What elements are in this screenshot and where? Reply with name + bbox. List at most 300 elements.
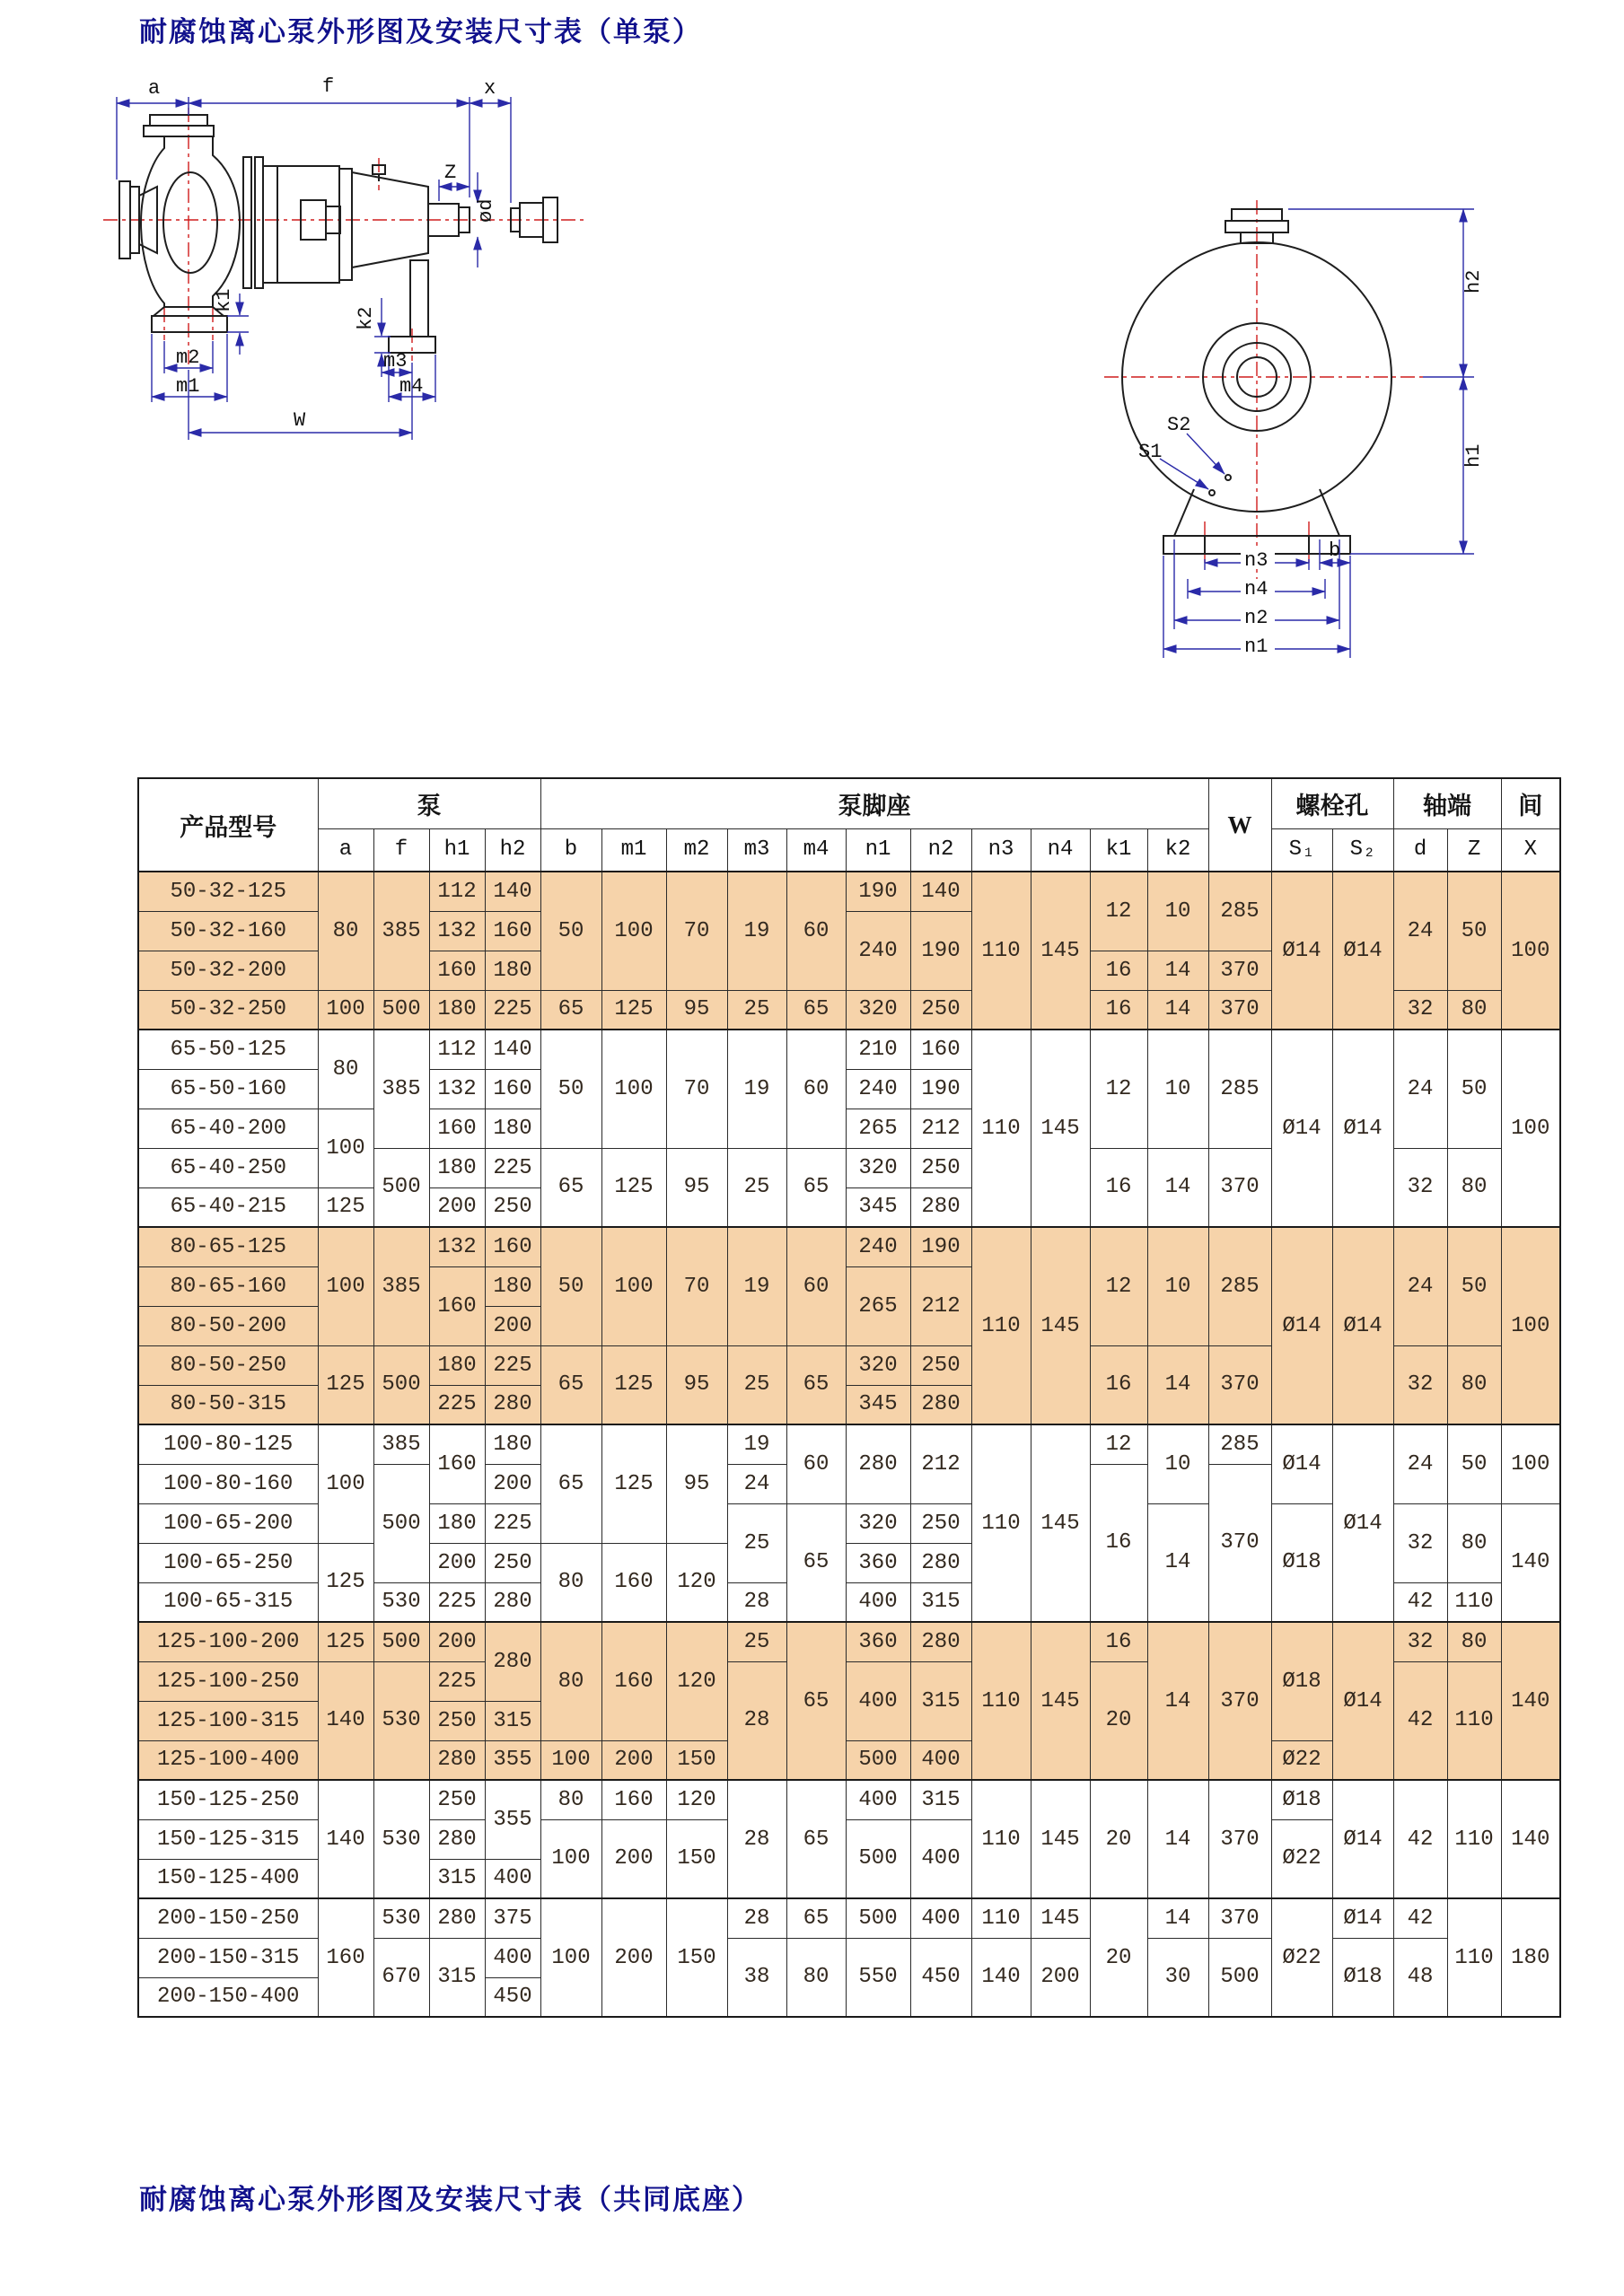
side-view-svg [85,72,678,485]
model-cell: 100-80-125 [138,1424,318,1464]
dim-cell: 38 [727,1938,786,2017]
dim-cell: 132 [429,1227,485,1266]
dim-cell: 160 [429,1266,485,1345]
dim-cell: 370 [1208,990,1271,1030]
dim-cell: 190 [846,872,910,911]
dim-cell: 100 [318,990,373,1030]
dim-cell: 12 [1090,1030,1147,1148]
dim-cell: 250 [910,1503,971,1543]
dim-cell: 50 [540,1030,601,1148]
dim-cell: 670 [373,1938,429,2017]
dim-cell: 110 [971,872,1031,1030]
table-row [138,872,1560,911]
dim-label-k1: k1 [213,288,235,312]
dim-cell: 400 [846,1582,910,1622]
dim-cell: 80 [318,1030,373,1109]
dim-cell: 80 [1447,1345,1501,1424]
dim-cell: 110 [971,1424,1031,1622]
dim-cell: 65 [540,990,601,1030]
dim-cell: 280 [910,1543,971,1582]
dim-cell: 210 [846,1030,910,1069]
dim-cell: 80 [540,1622,601,1740]
dim-cell: 265 [846,1109,910,1148]
dim-label-m4: m4 [399,375,424,398]
dim-cell: Ø14 [1271,872,1332,1030]
page-title: 耐腐蚀离心泵外形图及安装尺寸表（单泵） [139,16,702,48]
dim-cell: 110 [971,1622,1031,1780]
dim-cell: 225 [429,1661,485,1701]
front-dimension-lines [1160,209,1474,658]
dim-cell: 12 [1090,872,1147,951]
model-cell: 50-32-160 [138,911,318,951]
dim-cell: 400 [910,1898,971,1938]
dim-cell: 240 [846,1227,910,1266]
dim-cell: 140 [318,1661,373,1780]
dim-cell: 280 [429,1819,485,1859]
dim-cell: 280 [485,1385,540,1424]
dim-cell: 370 [1208,951,1271,990]
dim-cell: 320 [846,1345,910,1385]
dim-cell: 28 [727,1898,786,1938]
dim-cell: 240 [846,911,910,990]
dim-cell: 50 [1447,1030,1501,1148]
header-sub: n4 [1031,828,1090,872]
dim-cell: 315 [910,1661,971,1740]
pump-body-outline [119,115,557,353]
dim-label-s1: S1 [1138,441,1163,463]
dim-cell: 150 [666,1819,727,1898]
pump-side-view-drawing [85,72,678,489]
dim-cell: 280 [485,1582,540,1622]
dim-cell: 42 [1393,1780,1447,1898]
dim-cell: 60 [786,1030,846,1148]
table-row [138,1780,1560,1819]
front-centerlines [1104,200,1423,579]
dim-cell: 95 [666,1345,727,1424]
dim-cell: 225 [485,1503,540,1543]
dim-cell: 190 [910,911,971,990]
dim-label-f: f [322,75,335,98]
dim-cell: 370 [1208,1622,1271,1780]
header-sub: a [318,828,373,872]
dim-cell: 32 [1393,1622,1447,1661]
dim-cell: 125 [601,1424,666,1543]
dim-cell: 500 [373,990,429,1030]
model-cell: 200-150-400 [138,1977,318,2017]
dim-cell: 100 [1501,1227,1560,1424]
dim-cell: 125 [318,1543,373,1622]
dim-cell: 110 [1447,1898,1501,2017]
dim-cell: 320 [846,1148,910,1187]
header-sub: h1 [429,828,485,872]
dim-cell: 385 [373,1227,429,1345]
dim-cell: 385 [373,1030,429,1148]
dim-cell: 160 [601,1622,666,1740]
dim-cell: 65 [540,1148,601,1227]
dim-cell: 200 [601,1898,666,2017]
dim-cell: 100 [540,1898,601,2017]
dim-cell: 125 [318,1187,373,1227]
dim-cell: 20 [1090,1661,1147,1780]
dim-cell: 120 [666,1622,727,1740]
header-sub: m4 [786,828,846,872]
model-cell: 125-100-315 [138,1701,318,1740]
header-sub: m1 [601,828,666,872]
dim-cell: 28 [727,1780,786,1898]
header-sub: S₁ [1271,828,1332,872]
dim-cell: 140 [1501,1622,1560,1780]
dim-cell: 145 [1031,1622,1090,1780]
dim-cell: 370 [1208,1898,1271,1938]
dim-cell: 370 [1208,1780,1271,1898]
dim-cell: 400 [485,1859,540,1898]
dim-cell: 180 [485,1424,540,1464]
dim-cell: 125 [601,990,666,1030]
dim-cell: 160 [485,1069,540,1109]
model-cell: 65-40-215 [138,1187,318,1227]
header-sub: k1 [1090,828,1147,872]
header-sub: n3 [971,828,1031,872]
dim-cell: Ø14 [1271,1424,1332,1503]
dim-cell: 70 [666,1227,727,1345]
dim-cell: 16 [1090,1148,1147,1227]
dim-cell: 320 [846,1503,910,1543]
dim-cell: 60 [786,1424,846,1503]
dim-cell: 355 [485,1740,540,1780]
dim-cell: 24 [1393,1227,1447,1345]
dim-label-od: ød [475,198,497,223]
dim-cell: 42 [1393,1661,1447,1780]
dim-cell: 530 [373,1582,429,1622]
dim-cell: 400 [910,1740,971,1780]
dim-cell: 80 [1447,1148,1501,1227]
dim-cell: 240 [846,1069,910,1109]
dim-cell: 112 [429,1030,485,1069]
table-body [138,872,1560,2017]
model-cell: 100-65-250 [138,1543,318,1582]
dim-cell: 20 [1090,1898,1147,2017]
dim-cell: 110 [1447,1582,1501,1622]
dim-cell: 19 [727,1424,786,1464]
dim-cell: 14 [1147,1148,1208,1227]
dim-cell: 120 [666,1780,727,1819]
table-row [138,1227,1560,1266]
dim-cell: 110 [1447,1661,1501,1780]
dim-cell: 285 [1208,1030,1271,1148]
dim-cell: Ø18 [1271,1503,1332,1622]
dim-cell: 50 [1447,1424,1501,1503]
dimension-table-wrap [137,777,1561,2018]
dim-cell: 140 [485,1030,540,1069]
dim-cell: 110 [1447,1780,1501,1898]
header-w: W [1208,778,1271,872]
dim-cell: 50 [540,1227,601,1345]
dim-cell: 100 [1501,872,1560,1030]
front-view-svg [1068,193,1499,696]
dim-label-x: x [484,77,496,100]
dim-cell: 280 [910,1622,971,1661]
model-cell: 80-50-315 [138,1385,318,1424]
dim-cell: 265 [846,1266,910,1345]
dim-label-w: W [294,409,306,432]
dim-cell: 16 [1090,1622,1147,1661]
dim-cell: Ø22 [1271,1819,1332,1898]
dim-label-h2: h2 [1462,269,1485,294]
dim-cell: 25 [727,1622,786,1661]
dim-cell: 80 [1447,1503,1501,1582]
dim-cell: 250 [485,1543,540,1582]
dim-cell: 145 [1031,1780,1090,1898]
dim-cell: 212 [910,1424,971,1503]
dim-cell: 530 [373,1661,429,1780]
dim-cell: Ø18 [1271,1622,1332,1740]
dim-cell: 100 [1501,1030,1560,1227]
dim-cell: 120 [666,1543,727,1622]
dim-cell: 100 [318,1227,373,1345]
dim-cell: 25 [727,990,786,1030]
dim-cell: 140 [1501,1503,1560,1622]
dim-cell: 12 [1090,1227,1147,1345]
model-cell: 125-100-400 [138,1740,318,1780]
side-view-labels [148,75,497,432]
model-cell: 80-65-160 [138,1266,318,1306]
header-sub: n2 [910,828,971,872]
dim-cell: 500 [373,1622,429,1661]
dim-cell: 400 [485,1938,540,1977]
header-sub: m2 [666,828,727,872]
dim-cell: Ø22 [1271,1898,1332,2017]
dim-cell: 160 [485,911,540,951]
dim-cell: 280 [429,1898,485,1938]
dim-cell: 25 [727,1148,786,1227]
dim-cell: 80 [540,1780,601,1819]
dim-label-m2: m2 [176,346,200,369]
dim-cell: 200 [485,1306,540,1345]
dim-cell: 100 [601,872,666,990]
dim-cell: 200 [1031,1938,1090,2017]
dim-cell: 212 [910,1266,971,1345]
dim-cell: 180 [429,1503,485,1543]
dim-cell: 500 [846,1740,910,1780]
dim-cell: 25 [727,1345,786,1424]
dim-cell: 285 [1208,872,1271,951]
dim-label-n2: n2 [1244,607,1268,629]
dim-cell: 400 [846,1661,910,1740]
dim-cell: 225 [429,1582,485,1622]
dim-cell: 355 [485,1780,540,1859]
dim-cell: 180 [485,1109,540,1148]
header-group-foot: 泵脚座 [540,778,1208,828]
dim-cell: Ø14 [1332,872,1393,1030]
dim-cell: 315 [910,1780,971,1819]
dim-cell: 24 [1393,1030,1447,1148]
dim-cell: 370 [1208,1345,1271,1424]
dim-cell: 385 [373,872,429,990]
dim-cell: 50 [540,872,601,990]
dim-cell: Ø22 [1271,1740,1332,1780]
dim-cell: 212 [910,1109,971,1148]
dim-cell: 145 [1031,1030,1090,1227]
dim-cell: Ø14 [1332,1227,1393,1424]
dim-cell: 125 [318,1345,373,1424]
dim-cell: 285 [1208,1424,1271,1464]
dim-cell: Ø18 [1332,1938,1393,2017]
dim-cell: 200 [601,1740,666,1780]
dim-cell: 180 [429,1345,485,1385]
dim-cell: 530 [373,1780,429,1898]
dim-cell: 14 [1147,1622,1208,1780]
dim-cell: 14 [1147,951,1208,990]
dim-cell: 160 [429,1109,485,1148]
dim-cell: 70 [666,872,727,990]
dim-cell: 110 [971,1780,1031,1898]
dim-cell: 14 [1147,1780,1208,1898]
dim-cell: 315 [485,1701,540,1740]
model-cell: 50-32-200 [138,951,318,990]
dim-cell: 360 [846,1543,910,1582]
dim-cell: 32 [1393,1503,1447,1582]
model-cell: 150-125-315 [138,1819,318,1859]
dim-cell: 10 [1147,872,1208,951]
dim-cell: 190 [910,1227,971,1266]
dim-cell: 125 [601,1345,666,1424]
dim-cell: 315 [910,1582,971,1622]
header-model: 产品型号 [138,778,318,872]
header-sub: n1 [846,828,910,872]
dim-cell: 140 [318,1780,373,1898]
dim-cell: 10 [1147,1030,1208,1148]
dim-cell: 14 [1147,1503,1208,1622]
header-sub: X [1501,828,1560,872]
dim-cell: 530 [373,1898,429,1938]
header-group-bolt: 螺栓孔 [1271,778,1393,828]
header-sub: b [540,828,601,872]
dim-cell: 80 [540,1543,601,1622]
header-sub: Z [1447,828,1501,872]
dim-cell: 280 [910,1187,971,1227]
front-view-labels [1138,270,1485,658]
model-cell: 80-50-250 [138,1345,318,1385]
dim-cell: 65 [786,1622,846,1780]
table-row [138,1424,1560,1464]
dim-label-m1: m1 [176,375,200,398]
dim-cell: 42 [1393,1582,1447,1622]
dim-cell: Ø14 [1332,1622,1393,1780]
dim-cell: 180 [429,990,485,1030]
dim-cell: 500 [373,1464,429,1582]
dim-cell: 132 [429,911,485,951]
dim-cell: 25 [727,1503,786,1582]
dim-label-h1: h1 [1462,443,1485,468]
header-sub: S₂ [1332,828,1393,872]
dim-cell: Ø14 [1332,1424,1393,1622]
dim-cell: 225 [429,1385,485,1424]
dim-cell: 28 [727,1582,786,1622]
dim-cell: 14 [1147,1898,1208,1938]
model-cell: 100-65-315 [138,1582,318,1622]
dim-cell: 10 [1147,1424,1208,1503]
dim-cell: 280 [846,1424,910,1503]
model-cell: 80-65-125 [138,1227,318,1266]
model-cell: 150-125-400 [138,1859,318,1898]
dim-cell: 110 [971,1898,1031,1938]
dim-cell: 500 [846,1819,910,1898]
dim-cell: 550 [846,1938,910,2017]
dim-cell: 19 [727,872,786,990]
dim-cell: 50 [1447,872,1501,990]
dim-cell: 225 [485,990,540,1030]
dim-label-k2: k2 [355,306,377,330]
dim-cell: 65 [540,1424,601,1543]
dim-cell: 370 [1208,1148,1271,1227]
dim-cell: 360 [846,1622,910,1661]
dim-cell: 100 [318,1109,373,1187]
dim-label-n4: n4 [1244,578,1268,600]
dim-cell: 100 [540,1740,601,1780]
centerlines [103,108,588,368]
header-sub: k2 [1147,828,1208,872]
model-cell: 65-50-160 [138,1069,318,1109]
dim-label-n1: n1 [1244,635,1268,658]
model-cell: 50-32-250 [138,990,318,1030]
dim-cell: 60 [786,1227,846,1345]
dim-cell: 280 [485,1622,540,1701]
dim-cell: 250 [485,1187,540,1227]
dim-cell: 110 [971,1030,1031,1227]
dim-cell: Ø14 [1332,1030,1393,1227]
dim-cell: 160 [429,951,485,990]
dim-cell: 95 [666,1148,727,1227]
dim-cell: 16 [1090,951,1147,990]
dim-cell: 80 [1447,990,1501,1030]
dim-cell: 48 [1393,1938,1447,2017]
dim-cell: Ø14 [1332,1898,1393,1938]
model-cell: 100-65-200 [138,1503,318,1543]
dim-label-n3: n3 [1244,549,1268,572]
dim-cell: 285 [1208,1227,1271,1345]
dim-cell: 30 [1147,1938,1208,2017]
dim-cell: 200 [429,1187,485,1227]
dim-cell: 14 [1147,1345,1208,1424]
dim-cell: 10 [1147,1227,1208,1345]
dim-cell: 145 [1031,872,1090,1030]
model-cell: 150-125-250 [138,1780,318,1819]
dim-cell: 200 [429,1543,485,1582]
dim-label-a: a [148,77,161,100]
model-cell: 200-150-315 [138,1938,318,1977]
pump-front-view-drawing [1068,193,1499,700]
header-group-pump: 泵 [318,778,540,828]
dim-cell: 32 [1393,1148,1447,1227]
dim-cell: 250 [910,1345,971,1385]
dim-cell: 100 [601,1030,666,1148]
dim-cell: 95 [666,1424,727,1543]
dim-cell: 370 [1208,1464,1271,1622]
dim-cell: 140 [485,872,540,911]
dim-cell: 500 [846,1898,910,1938]
dim-cell: 500 [373,1148,429,1227]
header-sub: h2 [485,828,540,872]
dim-cell: 200 [429,1622,485,1661]
dim-label-m3: m3 [383,350,408,372]
dim-cell: 315 [429,1938,485,2017]
dim-cell: 160 [601,1543,666,1622]
dim-cell: 19 [727,1227,786,1345]
dim-cell: 500 [373,1345,429,1424]
page-title-bottom: 耐腐蚀离心泵外形图及安装尺寸表（共同底座） [139,2184,761,2215]
dim-cell: 345 [846,1385,910,1424]
dim-cell: 65 [786,1148,846,1227]
